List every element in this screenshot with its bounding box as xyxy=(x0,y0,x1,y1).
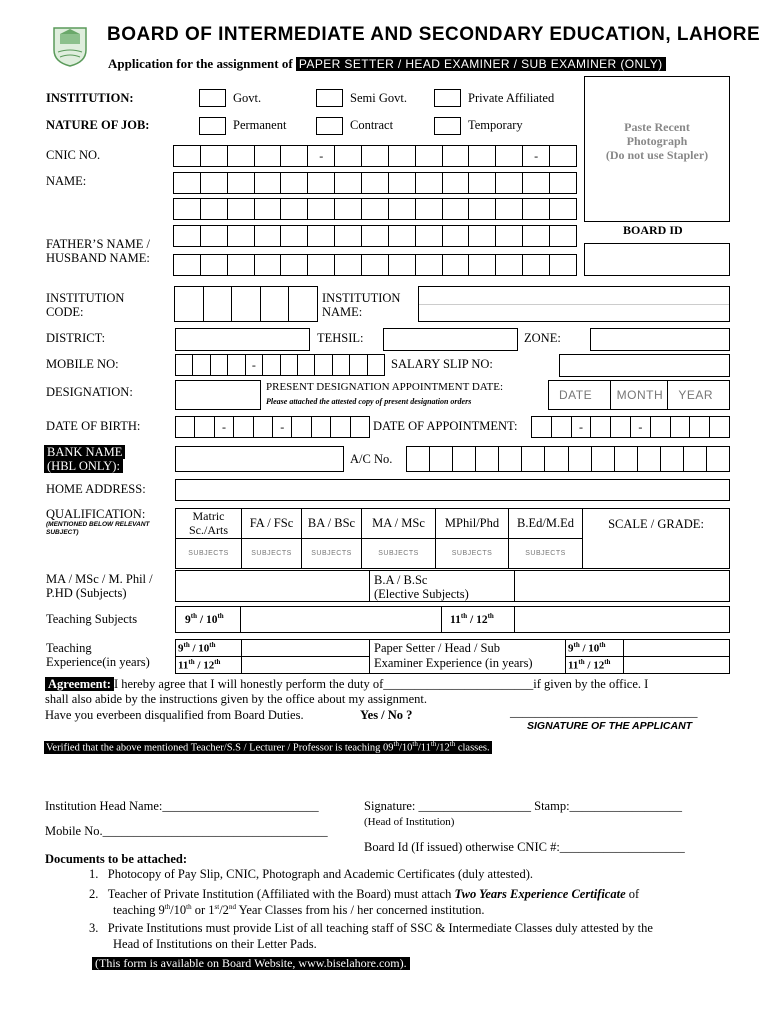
doc-3: 3. Private Institutions must provide List of all teaching staff of SSC & Intermediate Classes duly attested by the Head of Institutions on their Letter Pads. xyxy=(89,921,653,951)
subjects-fa[interactable]: SUBJECTS xyxy=(242,539,302,569)
qual-col-bed: B.Ed/M.Ed xyxy=(509,509,583,539)
qual-col-fa: FA / FSc xyxy=(242,509,302,539)
doc-2: 2. Teacher of Private Institution (Affiliated with the Board) must attach Two Years Experience Certificate of teaching 9th/10th or 1st/2nd Year Classes from his / her concerned institution. xyxy=(89,887,640,917)
attach-note: Please attached the attested copy of present designation orders xyxy=(266,397,472,406)
footer-note: (This form is available on Board Website, www.biselahore.com). xyxy=(92,957,410,970)
cnic-input[interactable]: - - xyxy=(173,145,577,167)
contract-checkbox[interactable] xyxy=(316,117,343,135)
designation-input[interactable] xyxy=(175,380,261,410)
agreement-label: Agreement: xyxy=(45,677,114,691)
ps-9-10-label: 9th / 10th xyxy=(566,640,624,657)
govt-label: Govt. xyxy=(233,91,262,105)
tehsil-input[interactable] xyxy=(383,328,518,351)
photo-line-2: Photograph xyxy=(626,133,688,148)
ps-exp-table xyxy=(565,639,730,674)
doa-label: DATE OF APPOINTMENT: xyxy=(373,419,518,433)
ba-label-2: (Elective Subjects) xyxy=(374,587,469,602)
ps-11-12-input[interactable] xyxy=(624,657,730,674)
exp-9-10-label: 9th / 10th xyxy=(176,640,242,657)
zone-label: ZONE: xyxy=(524,331,561,345)
agreement-text: Agreement: I hereby agree that I will honestly perform the duty of________________________if given by the office. I shall also abide by the instructions given by the office about my assignment. xyxy=(45,677,649,706)
year-placeholder: YEAR xyxy=(678,388,714,402)
bank-name-input[interactable] xyxy=(175,446,344,472)
ba-label-box xyxy=(369,570,515,602)
teach-9-10-box: 9th / 10th xyxy=(175,606,241,633)
tehsil-label: TEHSIL: xyxy=(317,331,364,345)
exp-9-10-input[interactable] xyxy=(242,640,370,657)
home-label: HOME ADDRESS: xyxy=(46,482,146,496)
signature-line[interactable]: ______________________________ xyxy=(510,705,698,719)
mobile-label: MOBILE NO: xyxy=(46,357,119,371)
ac-input[interactable] xyxy=(406,446,730,472)
govt-checkbox[interactable] xyxy=(199,89,226,107)
ps-label-box xyxy=(369,639,566,674)
inst-code-label: INSTITUTION CODE: xyxy=(46,291,125,320)
board-logo xyxy=(46,22,94,68)
teach-exp-label: Teaching Experience(in years) xyxy=(46,641,150,670)
qual-label: QUALIFICATION: xyxy=(46,507,146,521)
contract-label: Contract xyxy=(350,118,394,132)
verified-text: Verified that the above mentioned Teacher/S.S / Lecturer / Professor is teaching 09th/10th/11th/12th classes. xyxy=(46,740,490,754)
board-id-cnic[interactable]: Board Id (If issued) otherwise CNIC #:____________________ xyxy=(364,840,685,854)
qualification-table xyxy=(175,508,730,569)
subtitle-highlight: PAPER SETTER / HEAD EXAMINER / SUB EXAMINER (ONLY) xyxy=(296,57,666,71)
present-desig-label: PRESENT DESIGNATION APPOINTMENT DATE: xyxy=(266,381,504,393)
mobile-input[interactable]: - xyxy=(175,354,385,376)
name-label: NAME: xyxy=(46,174,87,188)
signature-label: SIGNATURE OF THE APPLICANT xyxy=(527,720,693,732)
home-input[interactable] xyxy=(175,479,730,501)
head-signature-stamp[interactable]: Signature: __________________ Stamp:__________________ xyxy=(364,799,683,813)
subjects-bed[interactable]: SUBJECTS xyxy=(509,539,583,569)
photo-line-1: Paste Recent xyxy=(624,120,690,134)
qual-col-scale: SCALE / GRADE: xyxy=(583,509,730,569)
inst-name-input[interactable] xyxy=(418,286,730,322)
salary-label: SALARY SLIP NO: xyxy=(391,357,493,371)
inst-code-input[interactable] xyxy=(174,286,318,322)
ac-label: A/C No. xyxy=(350,452,393,466)
board-id-label: BOARD ID xyxy=(623,223,683,237)
exp-11-12-input[interactable] xyxy=(242,657,370,674)
subtitle: Application for the assignment of PAPER SETTER / HEAD EXAMINER / SUB EXAMINER (ONLY) xyxy=(108,57,666,71)
cnic-label: CNIC NO. xyxy=(46,148,101,162)
dob-label: DATE OF BIRTH: xyxy=(46,419,141,433)
salary-input[interactable] xyxy=(559,354,730,377)
dob-input[interactable]: - - xyxy=(175,416,370,438)
designation-label: DESIGNATION: xyxy=(46,385,133,399)
temporary-checkbox[interactable] xyxy=(434,117,461,135)
zone-input[interactable] xyxy=(590,328,730,351)
ps-9-10-input[interactable] xyxy=(624,640,730,657)
semi-govt-checkbox[interactable] xyxy=(316,89,343,107)
name-input-2[interactable] xyxy=(173,198,577,220)
father-input-1[interactable] xyxy=(173,225,577,247)
teach-9-10-input[interactable] xyxy=(240,606,442,633)
ma-label: MA / MSc / M. Phil / P.HD (Subjects) xyxy=(46,572,153,601)
subjects-mphil[interactable]: SUBJECTS xyxy=(436,539,509,569)
name-input-1[interactable] xyxy=(173,172,577,194)
month-placeholder: MONTH xyxy=(611,381,669,409)
doc-1: 1. Photocopy of Pay Slip, CNIC, Photograph and Academic Certificates (duly attested). xyxy=(89,867,534,881)
ps-11-12-label: 11th / 12th xyxy=(566,657,624,674)
date-placeholder: DATE xyxy=(549,381,611,409)
photo-line-3: (Do not use Stapler) xyxy=(605,147,709,162)
appointment-date-input[interactable] xyxy=(548,380,730,410)
qual-col-ba: BA / BSc xyxy=(302,509,362,539)
father-label: FATHER’S NAME / HUSBAND NAME: xyxy=(46,237,150,266)
head-mobile[interactable]: Mobile No.____________________________________ xyxy=(45,824,328,838)
subjects-ba[interactable]: SUBJECTS xyxy=(302,539,362,569)
subjects-ma[interactable]: SUBJECTS xyxy=(362,539,436,569)
page-title: BOARD OF INTERMEDIATE AND SECONDARY EDUCATION, LAHORE xyxy=(107,24,761,45)
yes-no[interactable]: Yes / No ? xyxy=(360,708,413,722)
doa-input[interactable]: - - xyxy=(531,416,730,438)
permanent-label: Permanent xyxy=(233,118,287,132)
qual-col-ma: MA / MSc xyxy=(362,509,436,539)
ps-label-1: Paper Setter / Head / Sub xyxy=(374,641,501,655)
father-input-2[interactable] xyxy=(173,254,577,276)
subjects-matric[interactable]: SUBJECTS xyxy=(176,539,242,569)
teach-subj-label: Teaching Subjects xyxy=(46,612,138,626)
documents-title: Documents to be attached: xyxy=(45,852,187,866)
temporary-label: Temporary xyxy=(468,118,523,132)
head-of-institution-note: (Head of Institution) xyxy=(364,816,455,828)
board-id-field[interactable] xyxy=(584,243,730,276)
ps-label-2: Examiner Experience (in years) xyxy=(374,656,533,670)
private-checkbox[interactable] xyxy=(434,89,461,107)
qual-col-mphil: MPhil/Phd xyxy=(436,509,509,539)
district-label: DISTRICT: xyxy=(46,331,106,345)
teach-11-12-input[interactable] xyxy=(514,606,730,633)
district-input[interactable] xyxy=(175,328,310,351)
job-label: NATURE OF JOB: xyxy=(46,118,150,132)
head-name[interactable]: Institution Head Name:_________________________ xyxy=(45,799,319,813)
qual-col-matric: Matric Sc./Arts xyxy=(176,509,242,539)
bank-label: BANK NAME (HBL ONLY): xyxy=(44,445,125,474)
teach-11-12-box: 11th / 12th xyxy=(441,606,515,633)
teach-exp-table xyxy=(175,639,370,674)
ma-subjects-input[interactable] xyxy=(175,570,370,602)
qual-note: (MENTIONED BELOW RELEVANT SUBJECT) xyxy=(46,521,150,536)
permanent-checkbox[interactable] xyxy=(199,117,226,135)
photo-box[interactable] xyxy=(584,76,730,222)
disqualified-question: Have you everbeen disqualified from Board Duties. xyxy=(45,708,304,722)
semi-govt-label: Semi Govt. xyxy=(350,91,407,105)
private-label: Private Affiliated xyxy=(468,91,555,105)
institution-label: INSTITUTION: xyxy=(46,91,134,105)
exp-11-12-label: 11th / 12th xyxy=(176,657,242,674)
ba-label-1: B.A / B.Sc xyxy=(374,573,428,587)
inst-name-label: INSTITUTION NAME: xyxy=(322,291,401,320)
ba-subjects-input[interactable] xyxy=(514,570,730,602)
